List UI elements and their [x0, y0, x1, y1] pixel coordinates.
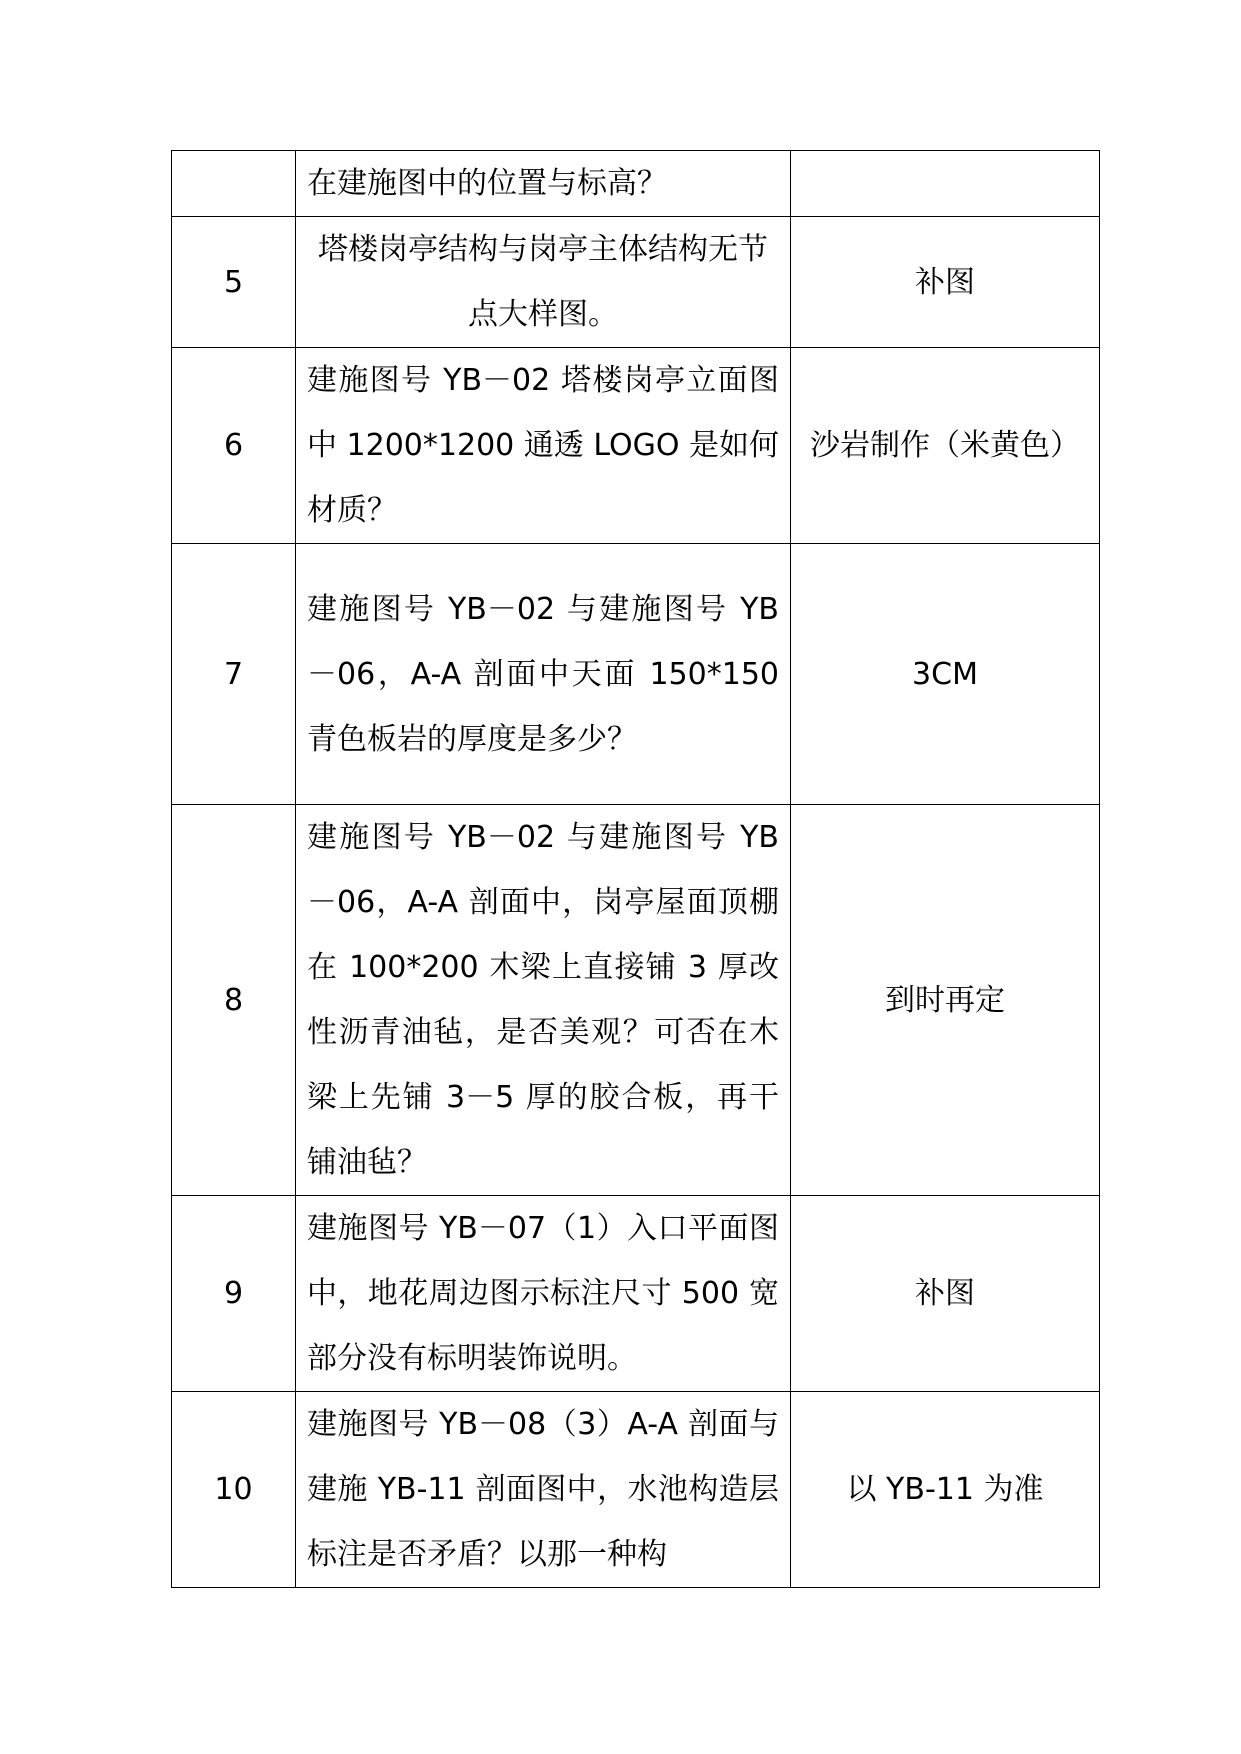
table-row: [172, 544, 1100, 805]
answer-cell: 到时再定: [791, 805, 1100, 1196]
row-number: [172, 151, 296, 217]
table-row: [172, 348, 1100, 544]
table-row: [172, 151, 1100, 217]
row-number: 5: [172, 217, 296, 348]
question-cell: 在建施图中的位置与标高？: [296, 151, 791, 217]
answer-cell: 沙岩制作（米黄色）: [791, 348, 1100, 544]
question-cell: 塔楼岗亭结构与岗亭主体结构无节点大样图。: [296, 217, 791, 348]
row-number: 10: [172, 1392, 296, 1588]
question-cell: 建施图号 YB－02 与建施图号 YB－06，A-A 剖面中，岗亭屋面顶棚在 100*200 木梁上直接铺 3 厚改性沥青油毡，是否美观？可否在木梁上先铺 3－5 厚的胶合板，再干铺油毡？: [296, 805, 791, 1196]
table-row: [172, 217, 1100, 348]
question-cell: 建施图号 YB－07（1）入口平面图中，地花周边图示标注尺寸 500 宽部分没有标明装饰说明。: [296, 1196, 791, 1392]
table-row: [172, 1196, 1100, 1392]
answer-cell: 补图: [791, 1196, 1100, 1392]
question-cell: 建施图号 YB－08（3）A-A 剖面与建施 YB-11 剖面图中，水池构造层标注是否矛盾？以那一种构: [296, 1392, 791, 1588]
row-number: 7: [172, 544, 296, 805]
answer-cell: 以 YB-11 为准: [791, 1392, 1100, 1588]
row-number: 9: [172, 1196, 296, 1392]
question-cell: 建施图号 YB－02 与建施图号 YB－06，A-A 剖面中天面 150*150 青色板岩的厚度是多少？: [296, 544, 791, 805]
row-number: 8: [172, 805, 296, 1196]
question-cell: 建施图号 YB－02 塔楼岗亭立面图中 1200*1200 通透 LOGO 是如何材质？: [296, 348, 791, 544]
answer-cell: [791, 151, 1100, 217]
qa-table: [171, 150, 1100, 1588]
row-number: 6: [172, 348, 296, 544]
answer-cell: 3CM: [791, 544, 1100, 805]
table-row: [172, 1392, 1100, 1588]
answer-cell: 补图: [791, 217, 1100, 348]
table-row: [172, 805, 1100, 1196]
